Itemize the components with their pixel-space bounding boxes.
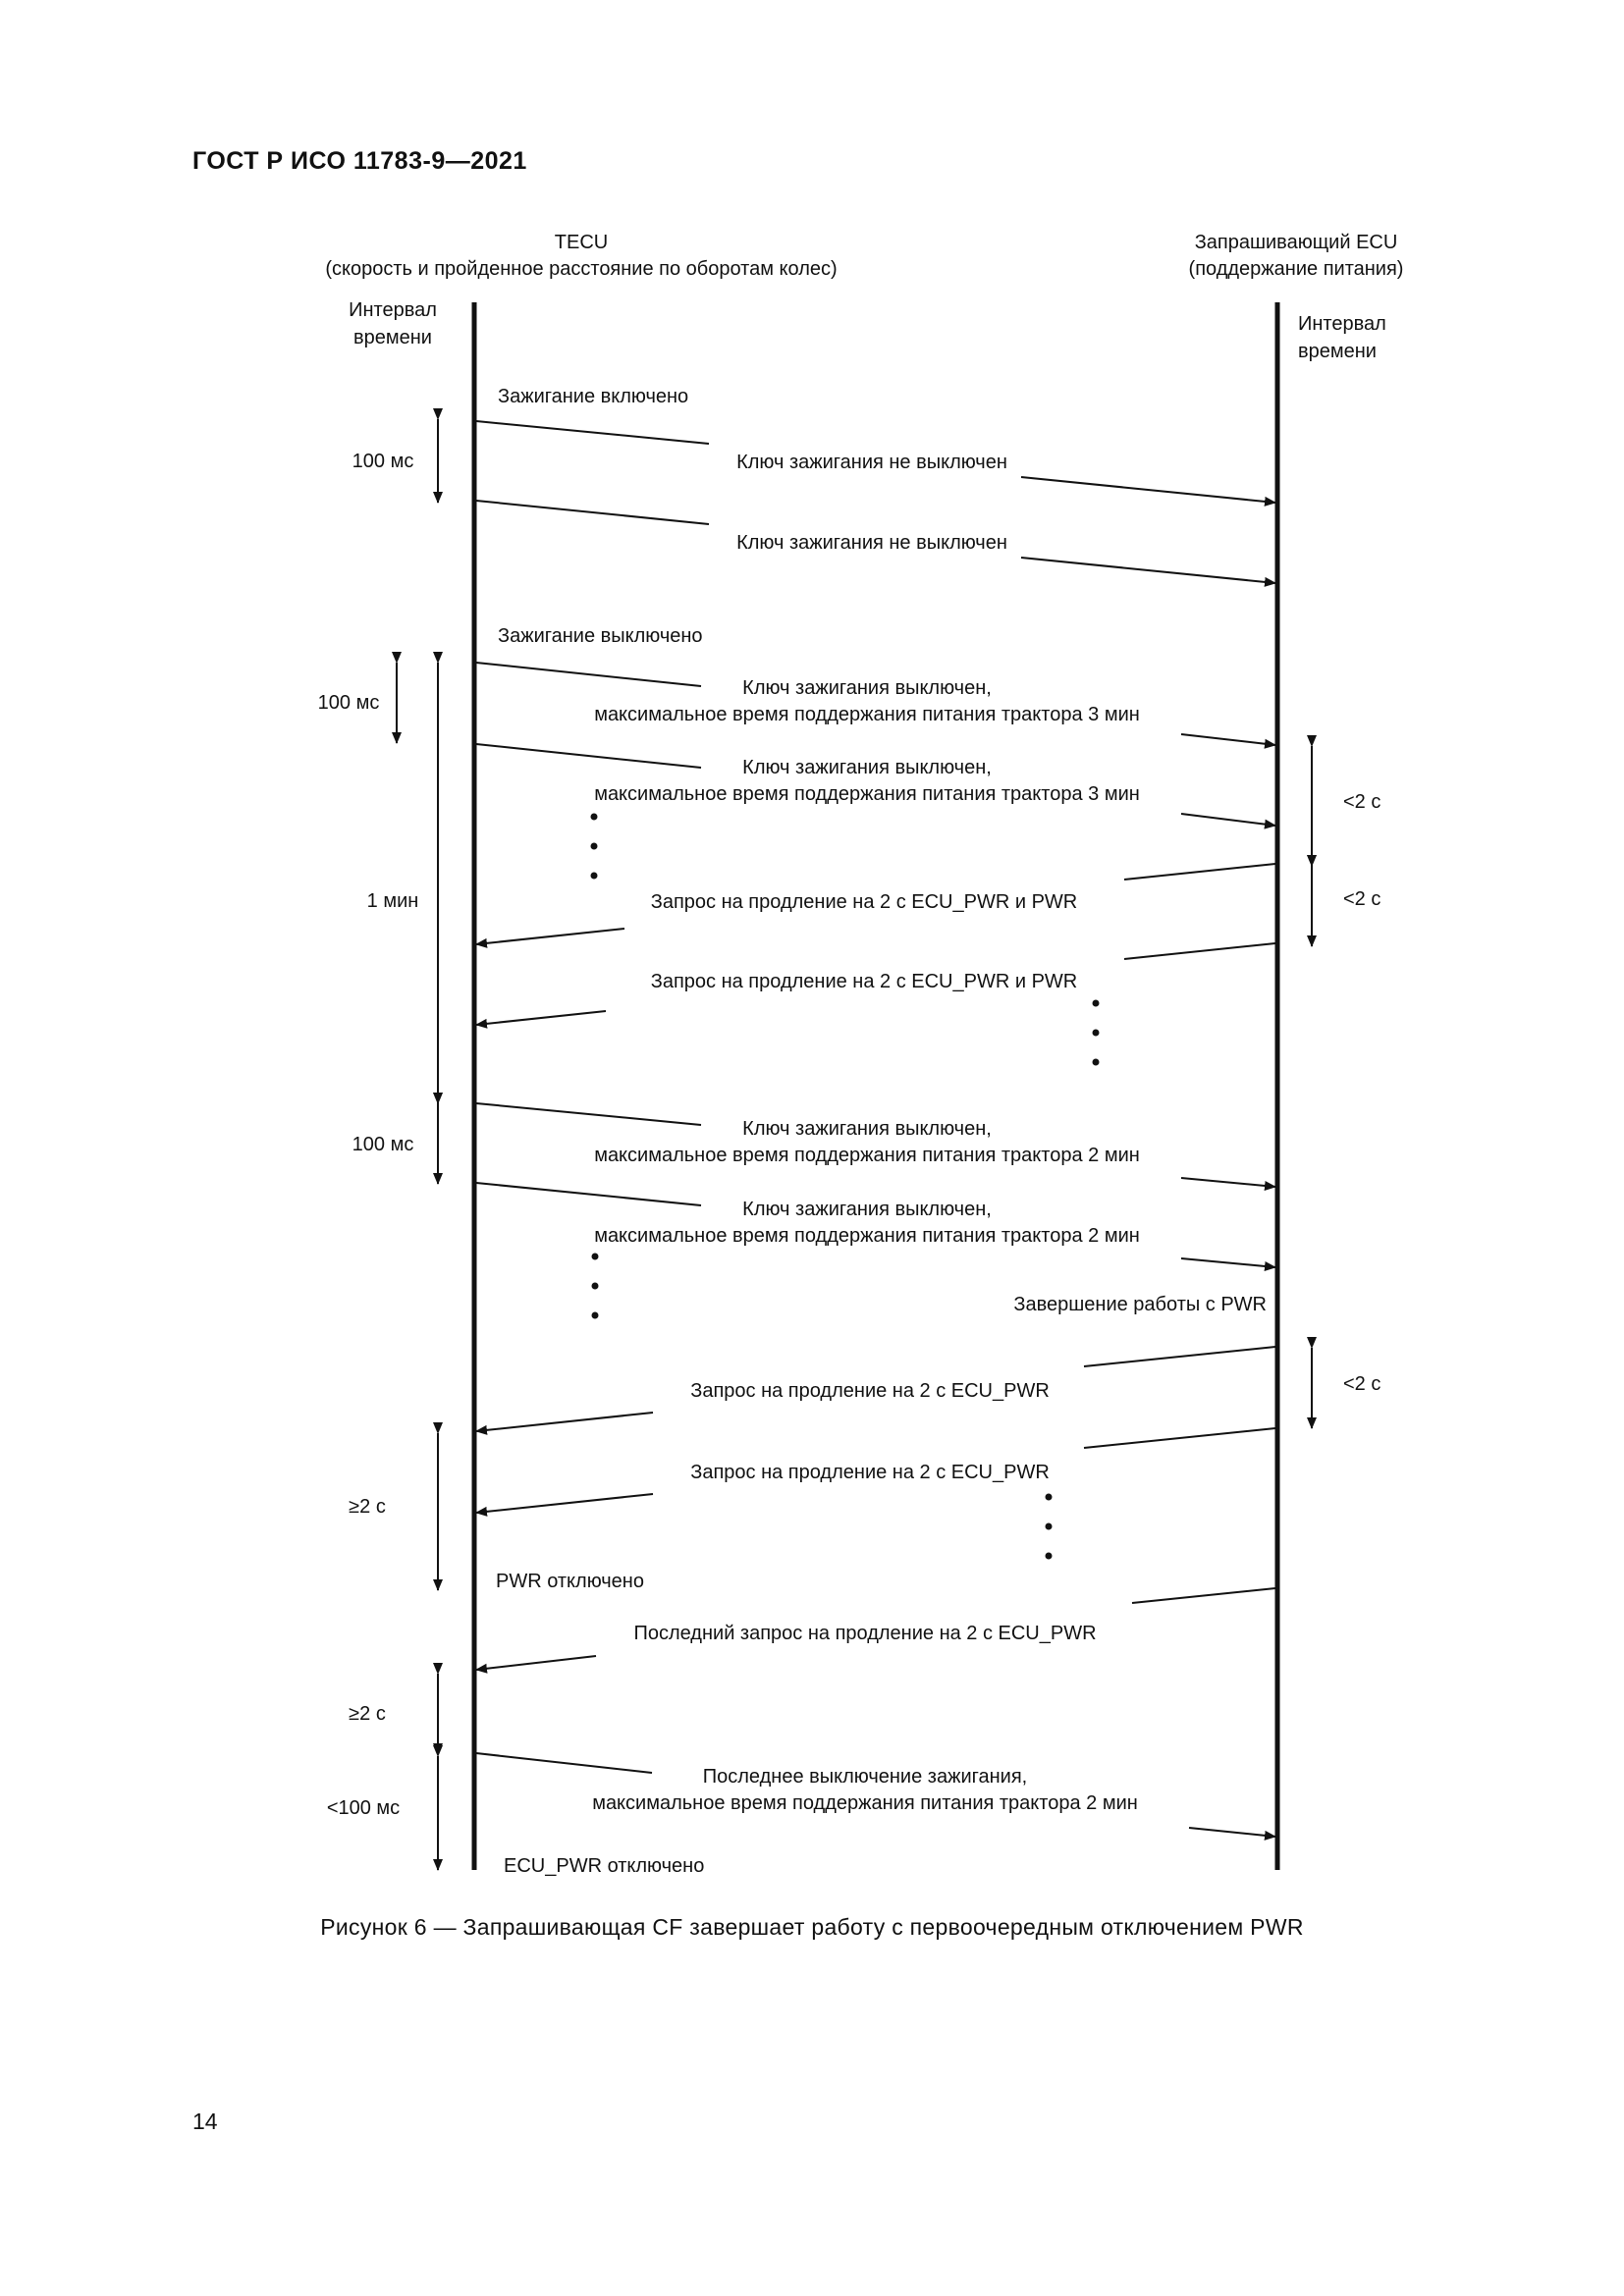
message-arrow bbox=[476, 1656, 596, 1670]
message-label: максимальное время поддержания питания трактора 3 мин bbox=[594, 783, 1140, 805]
message-label: Ключ зажигания выключен, bbox=[742, 757, 992, 778]
continuation-dot bbox=[1046, 1494, 1053, 1501]
interval-label: <100 мс bbox=[326, 1797, 401, 1819]
interval-label: 1 мин bbox=[366, 890, 419, 912]
message-arrow bbox=[1181, 814, 1275, 826]
interval-label: 100 мс bbox=[352, 451, 414, 472]
continuation-dot bbox=[592, 1254, 599, 1260]
interval-label: ≥2 с bbox=[349, 1703, 386, 1725]
message-arrow bbox=[476, 1103, 701, 1125]
page-number: 14 bbox=[192, 2109, 218, 2134]
event-pwr-off: PWR отключено bbox=[496, 1571, 644, 1592]
document-header: ГОСТ Р ИСО 11783-9—2021 bbox=[192, 147, 527, 175]
message-arrow bbox=[476, 1753, 652, 1773]
message-arrow bbox=[476, 1011, 606, 1025]
message-label: Ключ зажигания не выключен bbox=[736, 532, 1007, 554]
message-label: Последнее выключение зажигания, bbox=[702, 1766, 1028, 1788]
continuation-dot bbox=[591, 814, 598, 821]
message-arrow bbox=[1181, 1258, 1275, 1267]
message-arrow bbox=[476, 929, 624, 944]
message-arrow bbox=[476, 1183, 701, 1205]
message-label: максимальное время поддержания питания трактора 3 мин bbox=[594, 704, 1140, 725]
message-arrow bbox=[1021, 558, 1275, 583]
event-ignition-on: Зажигание включено bbox=[498, 386, 689, 407]
continuation-dot bbox=[591, 873, 598, 880]
message-label: Запрос на продление на 2 с ECU_PWR bbox=[690, 1380, 1050, 1402]
message-label: Запрос на продление на 2 с ECU_PWR bbox=[690, 1462, 1050, 1483]
interval-label: 100 мс bbox=[352, 1134, 414, 1155]
message-arrow bbox=[476, 1413, 653, 1431]
message-label: Ключ зажигания выключен, bbox=[742, 1118, 992, 1140]
interval-label: 100 мс bbox=[317, 692, 380, 714]
continuation-dot bbox=[1046, 1523, 1053, 1530]
message-label: максимальное время поддержания питания трактора 2 мин bbox=[594, 1145, 1140, 1166]
continuation-dot bbox=[591, 843, 598, 850]
message-arrow bbox=[476, 421, 709, 444]
message-arrow bbox=[476, 663, 701, 686]
figure-caption: Рисунок 6 — Запрашивающая CF завершает работу с первоочередным отключением PWR bbox=[320, 1914, 1304, 1940]
message-label: Ключ зажигания не выключен bbox=[736, 452, 1007, 473]
message-arrow bbox=[1132, 1588, 1275, 1603]
message-arrow bbox=[1181, 1178, 1275, 1187]
interval-label: ≥2 с bbox=[349, 1496, 386, 1518]
message-arrow bbox=[1124, 943, 1275, 959]
continuation-dot bbox=[592, 1283, 599, 1290]
continuation-dot bbox=[592, 1312, 599, 1319]
message-label: Запрос на продление на 2 с ECU_PWR и PWR bbox=[650, 891, 1078, 913]
right-interval-heading-line2: времени bbox=[1298, 341, 1377, 362]
continuation-dot bbox=[1046, 1553, 1053, 1560]
continuation-dot bbox=[1093, 1000, 1100, 1007]
event-pwr-shutdown-complete: Завершение работы с PWR bbox=[1013, 1294, 1267, 1315]
message-arrow bbox=[476, 1494, 653, 1513]
message-label: Ключ зажигания выключен, bbox=[742, 1199, 992, 1220]
message-arrow bbox=[1189, 1828, 1275, 1837]
interval-label: <2 с bbox=[1343, 791, 1381, 813]
message-arrow bbox=[476, 744, 701, 768]
left-interval-heading-line2: времени bbox=[353, 327, 432, 348]
message-label: Последний запрос на продление на 2 с ECU_PWR bbox=[633, 1623, 1097, 1644]
message-label: Ключ зажигания выключен, bbox=[742, 677, 992, 699]
left-participant-name: TECU bbox=[554, 232, 609, 253]
message-arrow bbox=[1181, 734, 1275, 745]
event-ignition-off: Зажигание выключено bbox=[498, 625, 703, 647]
message-arrow bbox=[1084, 1347, 1275, 1366]
continuation-dot bbox=[1093, 1059, 1100, 1066]
continuation-dot bbox=[1093, 1030, 1100, 1037]
message-arrow bbox=[476, 501, 709, 524]
interval-label: <2 с bbox=[1343, 1373, 1381, 1395]
message-label: максимальное время поддержания питания трактора 2 мин bbox=[592, 1792, 1138, 1814]
interval-label: <2 с bbox=[1343, 888, 1381, 910]
right-interval-heading-line1: Интервал bbox=[1298, 313, 1386, 335]
message-label: максимальное время поддержания питания трактора 2 мин bbox=[594, 1225, 1140, 1247]
message-label: Запрос на продление на 2 с ECU_PWR и PWR bbox=[650, 971, 1078, 992]
event-ecu-pwr-off: ECU_PWR отключено bbox=[504, 1855, 705, 1877]
left-interval-heading-line1: Интервал bbox=[349, 299, 437, 321]
message-arrow bbox=[1124, 864, 1275, 880]
right-participant-subtitle: (поддержание питания) bbox=[1188, 258, 1404, 280]
right-participant-name: Запрашивающий ECU bbox=[1194, 232, 1398, 253]
message-arrow bbox=[1084, 1428, 1275, 1448]
left-participant-subtitle: (скорость и пройденное расстояние по оборотам колес) bbox=[325, 258, 838, 280]
message-arrow bbox=[1021, 477, 1275, 503]
